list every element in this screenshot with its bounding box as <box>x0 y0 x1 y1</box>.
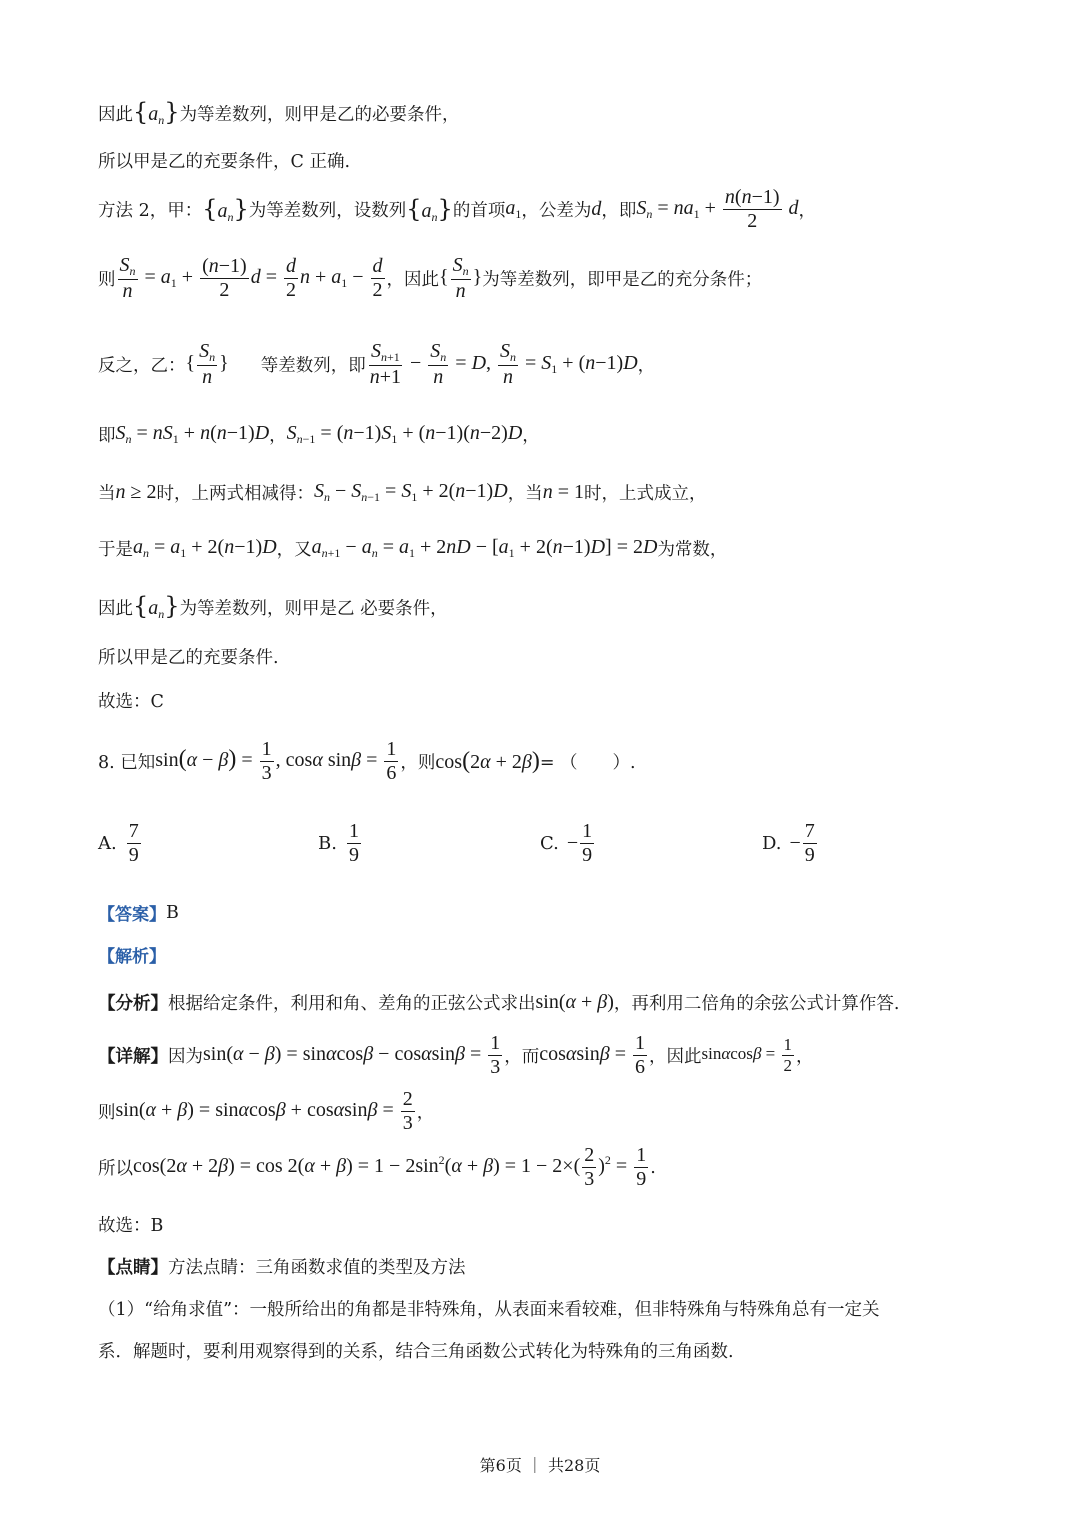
answer-tag: 【答案】 <box>98 905 166 925</box>
analysis-heading <box>98 942 166 967</box>
math: $\cos(2\alpha + 2\beta) = \cos 2(\alpha + \beta) = 1 - 2\sin^2(\alpha + \beta) = 1 - 2\times$( $\frac{2}{3}$ )$^2$ = $\frac{1}{9}$ <box>133 1144 647 1190</box>
math: sin(α − β) = sinαcosβ − cosαsinβ = $\frac{1}{3}$ <box>203 1032 501 1078</box>
text-line: 当 n ≥ 2 时，上两式相减得： $S_n - S_{n-1} = S_1 + 2(n-1)D$ ，当 n = 1 时，上式成立， <box>98 480 707 504</box>
math: cosαsinβ = $\frac{1}{6}$ <box>539 1032 645 1078</box>
math: $a_{n+1} - a_n = a_1 + 2nD - [a_1 + 2(n-1)D] = 2D$ <box>311 536 658 560</box>
math: $\{a_n\}$ <box>406 194 453 224</box>
text-line: 所以甲是乙的充要条件，C 正确. <box>98 152 351 172</box>
math: $\{a_n\}$ <box>133 98 180 127</box>
math: sin(α + β) = sinαcosβ + cosαsinβ = $\frac{2}{3}$ <box>115 1088 413 1134</box>
text-line: 则 $\frac{S_n}{n}$ = $a_1$ + $\frac{(n-1)}{2}$ d = $\frac{d}{2}$ $n + a_1$ − $\frac{d}{2}$ ，因此 { $\frac{S_n}{n}$ } 为等差数列，即甲是乙的充分条件； <box>98 254 763 302</box>
choice-d[interactable]: D. − $\frac{7}{9}$ <box>762 820 815 866</box>
choice-b[interactable]: B. $\frac{1}{9}$ <box>318 820 359 866</box>
math: n ≥ 2 <box>115 481 157 503</box>
math: $S_n = nS_1 + n(n-1)D$ <box>115 422 270 446</box>
choice-c[interactable]: C. − $\frac{1}{9}$ <box>540 820 593 866</box>
answer-line: 【答案】 B <box>98 900 179 925</box>
text-line: 系．解题时，要利用观察得到的关系，结合三角函数公式转化为特殊角的三角函数. <box>98 1342 734 1362</box>
math: n = 1 <box>542 481 584 503</box>
math: cos(2α + 2β) <box>435 748 540 774</box>
math: { $\frac{S_n}{n}$ } <box>439 254 483 302</box>
analysis-tag: 【解析】 <box>98 947 166 967</box>
math: { $\frac{S_n}{n}$ } <box>185 340 229 388</box>
math: $S_{n-1} = (n-1)S_1 + (n-1)(n-2)D$ <box>286 422 523 446</box>
text-line: 故选：C <box>98 692 164 712</box>
math: $a_n = a_1 + 2(n-1)D$ <box>133 536 277 560</box>
text-line: 则 sin(α + β) = sinαcosβ + cosαsinβ = $\frac{2}{3}$ ， <box>98 1088 435 1134</box>
text-line: 所以 $\cos(2\alpha + 2\beta) = \cos 2(\alpha + \beta) = 1 - 2\sin^2(\alpha + \beta) = 1 - 2\times$( $\frac{2}{3}$ )$^2$ = $\frac{1}{9}$ . <box>98 1144 656 1190</box>
text-line: （1）“给角求值”：一般所给出的角都是非特殊角，从表面来看较难，但非特殊角与特殊角总有一定关 <box>98 1300 880 1320</box>
choice-a[interactable]: A. $\frac{7}{9}$ <box>98 820 139 866</box>
math: $S_n = na_1$ + $\frac{n(n-1)}{2}$ d <box>636 186 799 232</box>
text-line: 因此 $\{a_n\}$ 为等差数列，则甲是乙的必要条件， <box>98 98 460 127</box>
text-line: 【分析】 根据给定条件，利用和角、差角的正弦公式求出 sin(α + β) ，再利用二倍角的余弦公式计算作答. <box>98 991 900 1014</box>
math: $\{a_n\}$ <box>133 592 180 621</box>
math: $S_n - S_{n-1} = S_1 + 2(n-1)D$ <box>313 480 508 504</box>
fraction: $\frac{7}{9}$ <box>128 820 139 866</box>
text-line: 于是 $a_n = a_1 + 2(n-1)D$ ，又 $a_{n+1} - a_n = a_1 + 2nD - [a_1 + 2(n-1)D] = 2D$ 为常数， <box>98 536 728 560</box>
math: d <box>591 198 602 220</box>
math: sin(α + β) <box>535 991 614 1013</box>
text-line: 反之，乙： { $\frac{S_n}{n}$ } 等差数列，即 $\frac{S_{n+1}}{n+1}$ − $\frac{S_n}{n}$ = D, $\frac{S_n}{n}$ = $S_1 + (n-1)D$ ， <box>98 340 656 388</box>
text-line: 即 $S_n = nS_1 + n(n-1)D$ ， $S_{n-1} = (n-1)S_1 + (n-1)(n-2)D$ ， <box>98 422 540 446</box>
text-line: 故选：B <box>98 1216 164 1236</box>
fraction: $\frac{7}{9}$ <box>804 820 815 866</box>
math: $\frac{S_{n+1}}{n+1}$ − $\frac{S_n}{n}$ = D, $\frac{S_n}{n}$ = $S_1 + (n-1)D$ <box>369 340 638 388</box>
question-8: 8. 已知 sin(α − β) = $\frac{1}{3}$ , cosα sinβ = $\frac{1}{6}$ ，则 cos(2α + 2β) = （ ）. <box>98 738 636 784</box>
fraction: $\frac{1}{9}$ <box>582 820 593 866</box>
math: sin(α − β) = $\frac{1}{3}$ , cosα sinβ = $\frac{1}{6}$ <box>155 738 397 784</box>
text-line: 【点睛】 方法点睛：三角函数求值的类型及方法 <box>98 1258 466 1278</box>
text-line: 因此 $\{a_n\}$ 为等差数列，则甲是乙 必要条件， <box>98 592 448 621</box>
page-footer: 第6页 ｜ 共28页 <box>479 1456 601 1475</box>
math: $\{a_n\}$ <box>202 194 249 224</box>
fraction: $\frac{1}{9}$ <box>348 820 359 866</box>
math: $a_1$ <box>505 197 522 221</box>
math: sinαcosβ = $\frac{1}{2}$ <box>701 1035 792 1075</box>
math: $\frac{S_n}{n}$ = $a_1$ + $\frac{(n-1)}{2}$ d = $\frac{d}{2}$ $n + a_1$ − $\frac{d}{2}$ <box>119 254 383 302</box>
text-line: 方法 2，甲： $\{a_n\}$ 为等差数列，设数列 $\{a_n\}$ 的首项 $a_1$ ，公差为 d ，即 $S_n = na_1$ + $\frac{n(n-1)}{2}$ d ， <box>98 186 817 232</box>
text-line: 所以甲是乙的充要条件. <box>98 648 279 668</box>
text-line: 【详解】 因为 sin(α − β) = sinαcosβ − cosαsinβ = $\frac{1}{3}$ ，而 cosαsinβ = $\frac{1}{6}$ ，因此 sinαcosβ = $\frac{1}{2}$ ， <box>98 1032 814 1078</box>
